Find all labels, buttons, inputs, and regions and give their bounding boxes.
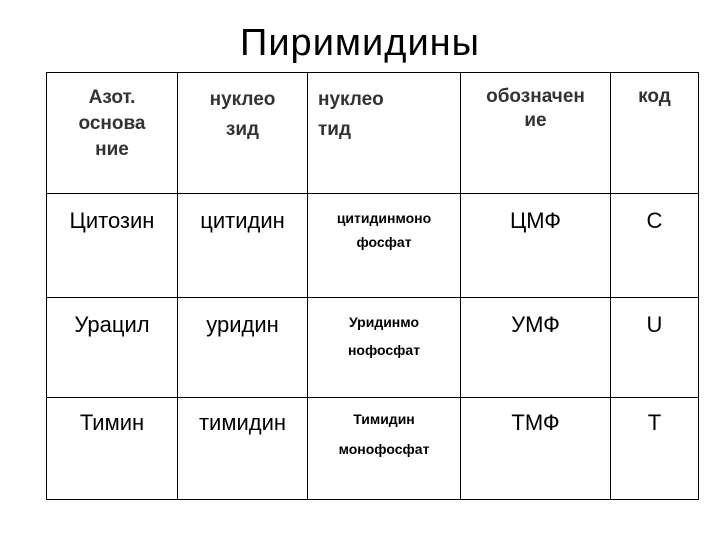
cell-base: Тимин bbox=[79, 410, 145, 435]
header-nucleoside: нуклео зид bbox=[209, 89, 276, 140]
table-row bbox=[47, 398, 699, 500]
header-base: Азот. основа ние bbox=[78, 87, 146, 160]
header-cell bbox=[611, 73, 699, 194]
cell-code: U bbox=[646, 312, 663, 337]
cell-nucleotide: Уридинмо нофосфат bbox=[347, 314, 421, 358]
cell-designation: ТМФ bbox=[511, 410, 560, 435]
cell-designation: УМФ bbox=[511, 312, 560, 337]
cell-nucleotide: Тимидин монофосфат bbox=[338, 411, 430, 457]
cell-base: Цитозин bbox=[69, 208, 155, 233]
cell-nucleotide: цитидинмоно фосфат bbox=[336, 210, 432, 250]
pyrimidine-table bbox=[46, 72, 699, 500]
header-cell bbox=[461, 73, 611, 194]
cell-code: T bbox=[647, 410, 662, 435]
cell-nucleoside: уридин bbox=[206, 312, 279, 337]
header-cell bbox=[308, 73, 461, 194]
header-code: код bbox=[638, 86, 671, 107]
header-cell bbox=[47, 73, 178, 194]
table-row bbox=[47, 298, 699, 398]
table-header-row bbox=[47, 73, 699, 194]
cell-code: C bbox=[646, 208, 663, 233]
cell-nucleoside: тимидин bbox=[198, 410, 287, 435]
cell-base: Урацил bbox=[74, 312, 150, 337]
cell-designation: ЦМФ bbox=[509, 208, 562, 233]
header-designation: обозначен ие bbox=[486, 86, 585, 131]
cell-nucleoside: цитидин bbox=[200, 208, 285, 233]
header-cell bbox=[178, 73, 308, 194]
header-nucleotide: нуклео тид bbox=[318, 89, 384, 140]
page-title: Пиримидины bbox=[240, 22, 480, 64]
table-row bbox=[47, 194, 699, 298]
